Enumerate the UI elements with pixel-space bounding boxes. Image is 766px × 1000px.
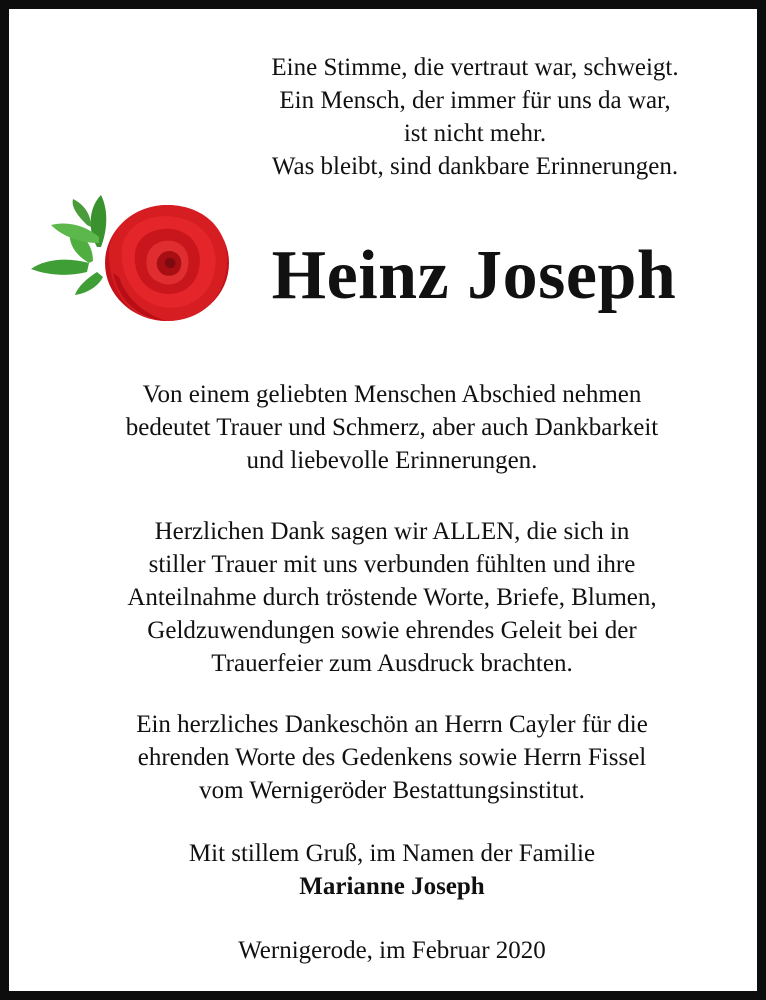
paragraph-line: ehrenden Worte des Gedenkens sowie Herrn Fissel	[137, 744, 647, 771]
special-thanks-paragraph	[39, 708, 745, 807]
paragraph-line: Geldzuwendungen sowie ehrendes Geleit bei der	[147, 617, 637, 644]
thanks-paragraph	[39, 515, 745, 680]
quote-line: Was bleibt, sind dankbare Erinnerungen.	[271, 153, 679, 180]
paragraph-line: und liebevolle Erinnerungen.	[246, 447, 538, 474]
paragraph-line: vom Wernigeröder Bestattungsinstitut.	[199, 777, 585, 804]
message-paragraph	[39, 378, 745, 477]
paragraph-line: bedeutet Trauer und Schmerz, aber auch Dankbarkeit	[125, 414, 659, 441]
paragraph-line: Herzlichen Dank sagen wir ALLEN, die sich in	[154, 518, 630, 545]
quote-line: Ein Mensch, der immer für uns da war,	[279, 87, 671, 114]
opening-quote	[231, 51, 719, 183]
signature: Marianne Joseph	[299, 873, 485, 900]
quote-line: Eine Stimme, die vertraut war, schweigt.	[271, 54, 679, 81]
paragraph-line: stiller Trauer mit uns verbunden fühlten und ihre	[148, 551, 636, 578]
paragraph-line: Anteilnahme durch tröstende Worte, Briefe, Blumen,	[127, 584, 657, 611]
place-date: Wernigerode, im Februar 2020	[238, 937, 546, 964]
quote-line: ist nicht mehr.	[403, 120, 547, 147]
paragraph-line: Trauerfeier zum Ausdruck brachten.	[211, 650, 573, 677]
closing-greeting: Mit stillem Gruß, im Namen der Familie	[188, 840, 596, 867]
red-rose-icon	[27, 177, 232, 327]
deceased-name: Heinz Joseph	[271, 237, 677, 314]
paragraph-line: Ein herzliches Dankeschön an Herrn Cayler für die	[136, 711, 648, 738]
closing	[39, 837, 745, 903]
paragraph-line: Von einem geliebten Menschen Abschied nehmen	[142, 381, 642, 408]
